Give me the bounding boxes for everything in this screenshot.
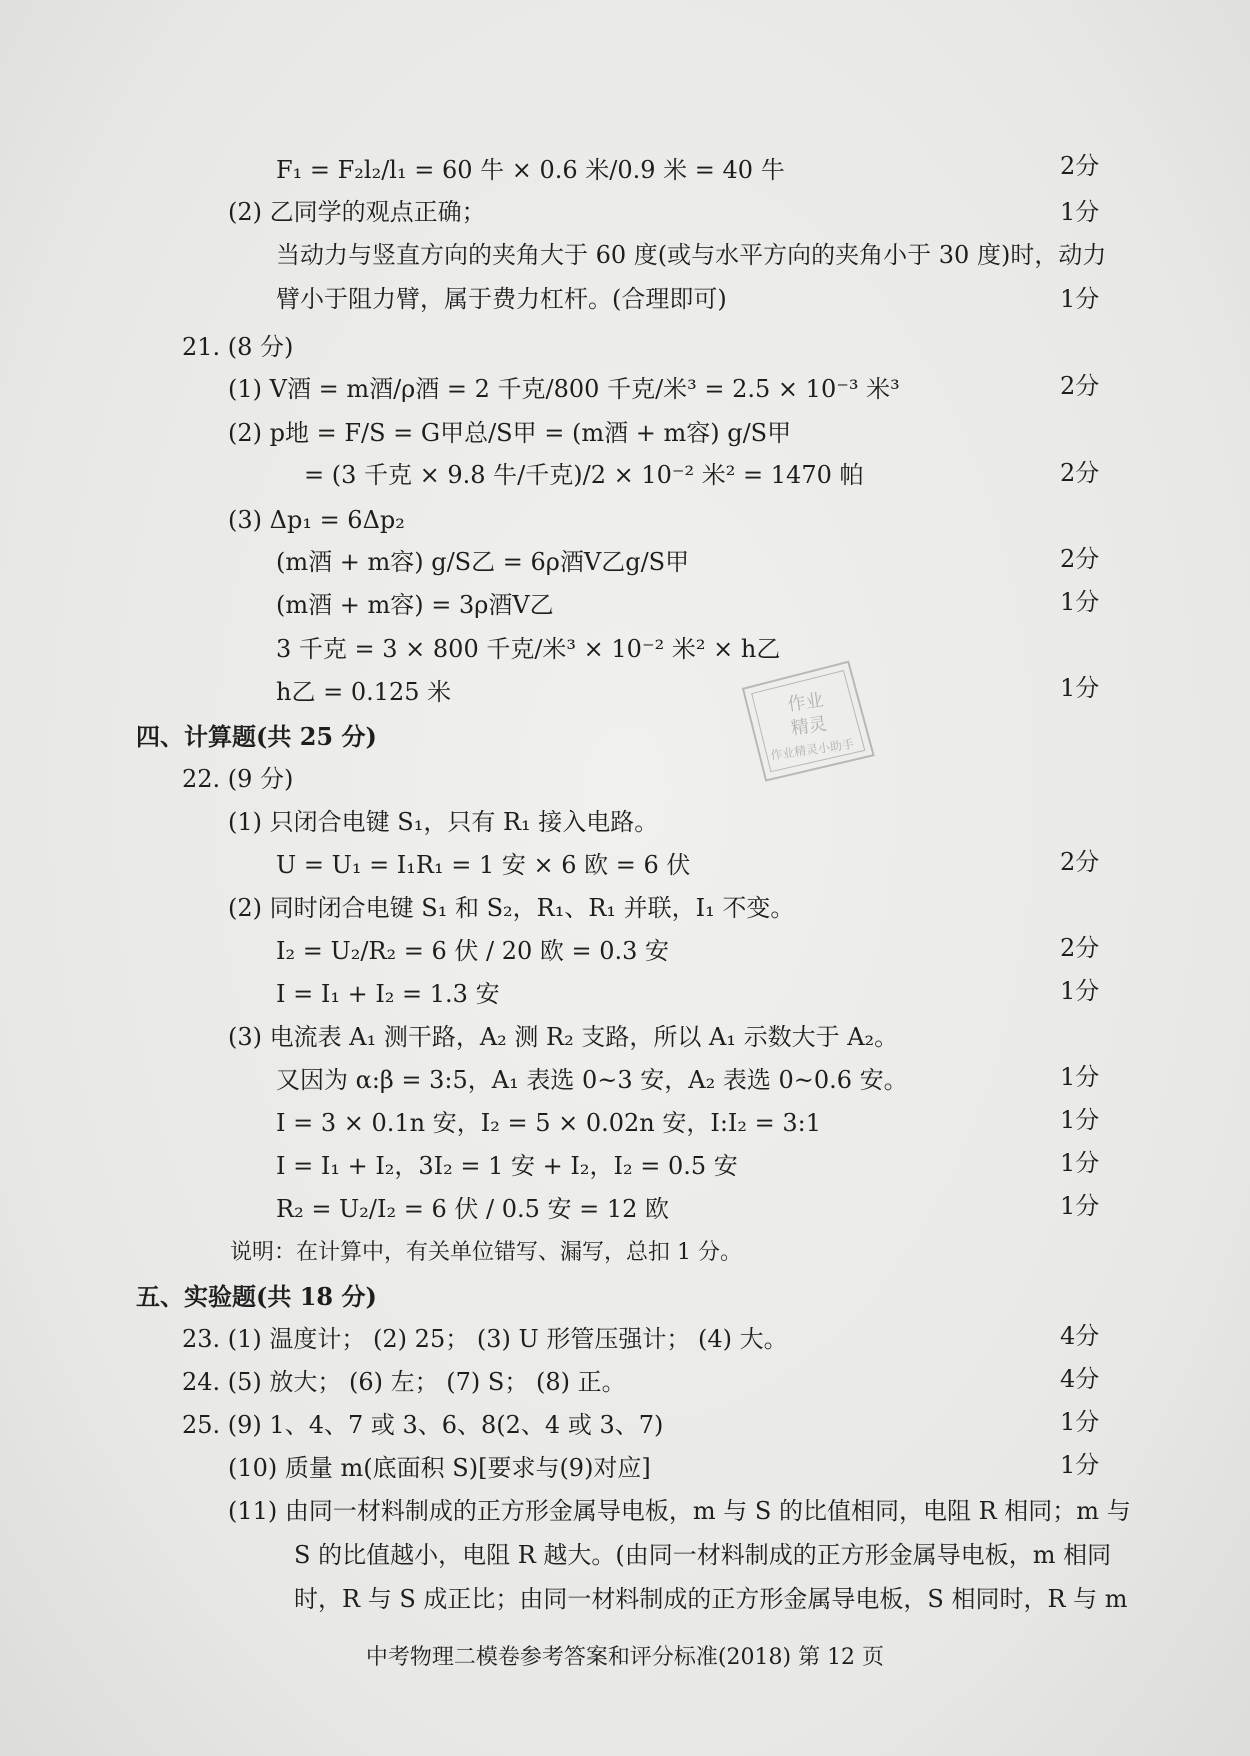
q22-part2-formula1: I₂ = U₂/R₂ = 6 伏 / 20 欧 = 0.3 安 bbox=[276, 937, 670, 965]
q22-part3-line5-score: 1分 bbox=[1060, 1192, 1100, 1220]
q22-part3-line4: I = I₁ + I₂，3I₂ = 1 安 + I₂，I₂ = 0.5 安 bbox=[276, 1152, 738, 1180]
q20-explanation-line1: 当动力与竖直方向的夹角大于 60 度(或与水平方向的夹角小于 30 度)时，动力 bbox=[276, 241, 1107, 269]
q25-part11-line2: S 的比值越小，电阻 R 越大。(由同一材料制成的正方形金属导电板，m 相同 bbox=[294, 1541, 1112, 1569]
q22-part2-formula2: I = I₁ + I₂ = 1.3 安 bbox=[276, 980, 500, 1008]
q22-part1: (1) 只闭合电键 S₁，只有 R₁ 接入电路。 bbox=[228, 808, 659, 836]
q21-part3-line3-score: 1分 bbox=[1060, 588, 1100, 616]
q25-part9: 25. (9) 1、4、7 或 3、6、8(2、4 或 3、7) bbox=[182, 1411, 664, 1439]
stamp-watermark bbox=[730, 651, 885, 789]
calculation-note: 说明：在计算中，有关单位错写、漏写，总扣 1 分。 bbox=[230, 1240, 742, 1265]
q21-part1-score: 2分 bbox=[1060, 372, 1100, 400]
q22-part3-line2-score: 1分 bbox=[1060, 1063, 1100, 1091]
q21-part3-line4: 3 千克 = 3 × 800 千克/米³ × 10⁻² 米² × h乙 bbox=[276, 635, 781, 663]
q22-part2: (2) 同时闭合电键 S₁ 和 S₂，R₁、R₁ 并联，I₁ 不变。 bbox=[228, 894, 795, 922]
q24-score: 4分 bbox=[1060, 1365, 1100, 1393]
q24-answer: 24. (5) 放大； (6) 左； (7) S； (8) 正。 bbox=[182, 1368, 626, 1396]
section4-heading: 四、计算题(共 25 分) bbox=[136, 722, 377, 751]
q20-part2: (2) 乙同学的观点正确； bbox=[228, 198, 486, 226]
q20-formula-score: 2分 bbox=[1060, 152, 1100, 180]
q22-part3-line3-score: 1分 bbox=[1060, 1106, 1100, 1134]
q22-part3-line3: I = 3 × 0.1n 安，I₂ = 5 × 0.02n 安，I:I₂ = 3:1 bbox=[276, 1109, 822, 1137]
q25-part10: (10) 质量 m(底面积 S)[要求与(9)对应] bbox=[228, 1454, 651, 1482]
q20-part2-score: 1分 bbox=[1060, 198, 1100, 226]
q21-part3-line3: (m酒 + m容) = 3ρ酒V乙 bbox=[276, 591, 554, 619]
page-footer: 中考物理二模卷参考答案和评分标准(2018) 第 12 页 bbox=[365, 1645, 885, 1670]
q21-part3-line2: (m酒 + m容) g/S乙 = 6ρ酒V乙g/S甲 bbox=[276, 548, 690, 576]
q23-score: 4分 bbox=[1060, 1322, 1100, 1350]
q22-part3: (3) 电流表 A₁ 测干路，A₂ 测 R₂ 支路，所以 A₁ 示数大于 A₂。 bbox=[228, 1023, 899, 1051]
q22-title: 22. (9 分) bbox=[182, 765, 294, 793]
q20-explanation-score: 1分 bbox=[1060, 285, 1100, 313]
q21-part3-line1: (3) Δp₁ = 6Δp₂ bbox=[228, 506, 405, 534]
q25-part10-score: 1分 bbox=[1060, 1451, 1100, 1479]
q21-part1: (1) V酒 = m酒/ρ酒 = 2 千克/800 千克/米³ = 2.5 × 10⁻³ 米³ bbox=[228, 375, 900, 403]
q22-part3-line5: R₂ = U₂/I₂ = 6 伏 / 0.5 安 = 12 欧 bbox=[276, 1195, 670, 1223]
q21-part2-score: 2分 bbox=[1060, 459, 1100, 487]
stamp-text-1: 作业 bbox=[786, 689, 825, 716]
q21-part3-line5: h乙 = 0.125 米 bbox=[276, 678, 452, 706]
q25-part11-line3: 时，R 与 S 成正比；由同一材料制成的正方形金属导电板，S 相同时，R 与 m bbox=[294, 1585, 1128, 1613]
q22-part2-formula2-score: 1分 bbox=[1060, 977, 1100, 1005]
stamp-text-2: 精灵 bbox=[789, 713, 829, 740]
q25-part11-line1: (11) 由同一材料制成的正方形金属导电板，m 与 S 的比值相同，电阻 R 相同；m 与 bbox=[228, 1497, 1131, 1525]
q22-part2-formula1-score: 2分 bbox=[1060, 934, 1100, 962]
section5-heading: 五、实验题(共 18 分) bbox=[136, 1282, 377, 1311]
q23-answer: 23. (1) 温度计； (2) 25； (3) U 形管压强计； (4) 大。 bbox=[182, 1325, 788, 1353]
stamp-text-3: 作业精灵小助手 bbox=[769, 736, 855, 763]
q25-part9-score: 1分 bbox=[1060, 1408, 1100, 1436]
q21-title: 21. (8 分) bbox=[182, 333, 294, 361]
q21-part2-line2: = (3 千克 × 9.8 牛/千克)/2 × 10⁻² 米² = 1470 帕 bbox=[304, 461, 864, 489]
q21-part2-line1: (2) p地 = F/S = G甲总/S甲 = (m酒 + m容) g/S甲 bbox=[228, 419, 792, 447]
q22-part1-formula: U = U₁ = I₁R₁ = 1 安 × 6 欧 = 6 伏 bbox=[276, 851, 691, 879]
q22-part1-score: 2分 bbox=[1060, 848, 1100, 876]
q20-explanation-line2: 臂小于阻力臂，属于费力杠杆。(合理即可) bbox=[276, 285, 727, 313]
q21-part3-line2-score: 2分 bbox=[1060, 545, 1100, 573]
q21-part3-line5-score: 1分 bbox=[1060, 674, 1100, 702]
q22-part3-line2: 又因为 α:β = 3:5，A₁ 表选 0~3 安，A₂ 表选 0~0.6 安。 bbox=[276, 1066, 908, 1094]
q20-formula: F₁ = F₂l₂/l₁ = 60 牛 × 0.6 米/0.9 米 = 40 牛 bbox=[276, 156, 785, 184]
q22-part3-line4-score: 1分 bbox=[1060, 1149, 1100, 1177]
